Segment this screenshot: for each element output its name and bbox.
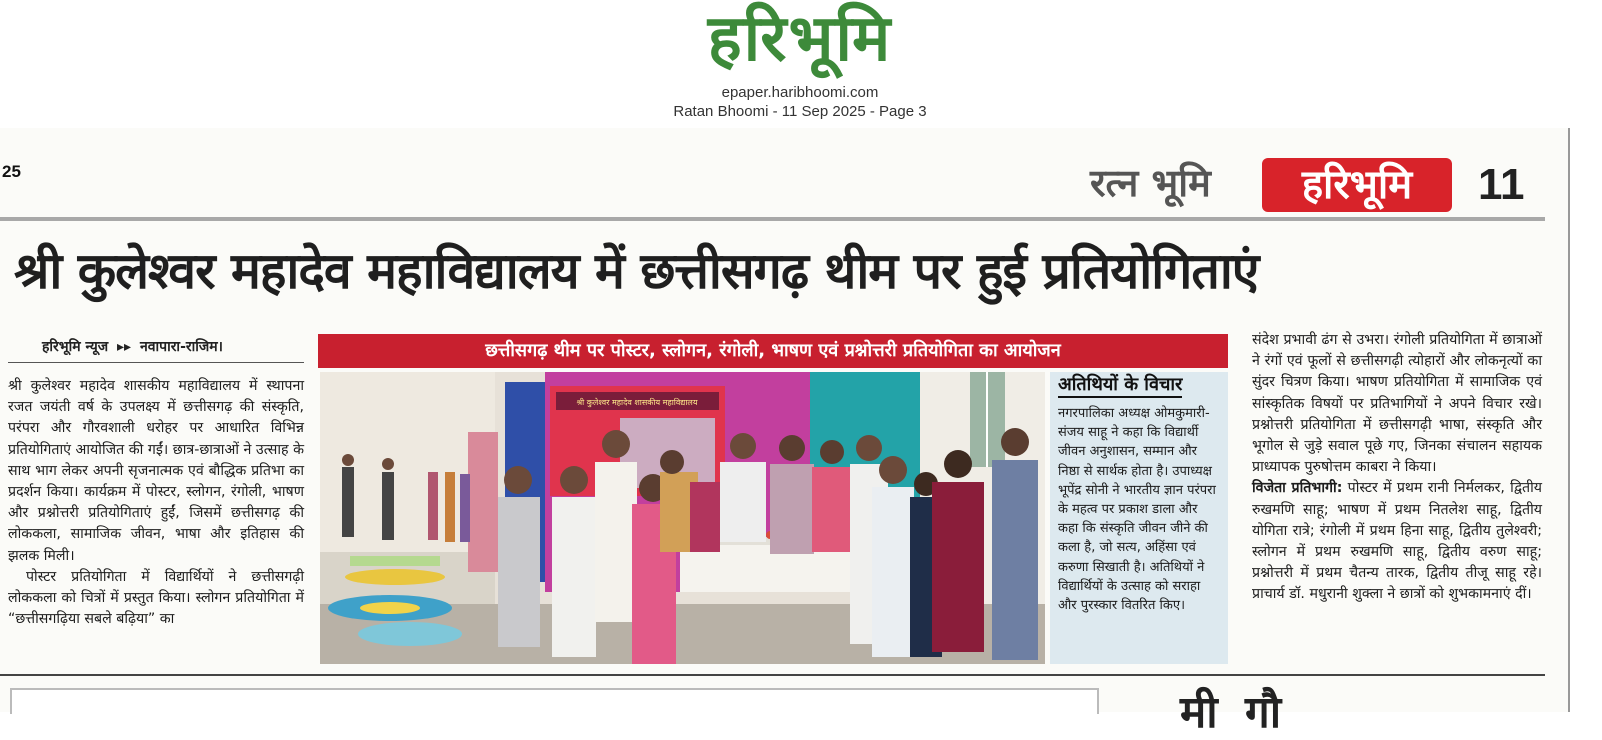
dateline-rule <box>8 362 304 363</box>
page-edge <box>1568 128 1602 712</box>
article-bottom-rule <box>0 674 1545 676</box>
section-name: रत्न भूमि <box>1090 161 1211 205</box>
event-photo <box>320 372 1045 664</box>
subhead-banner: छत्तीसगढ़ थीम पर पोस्टर, स्लोगन, रंगोली, भाषण एवं प्रश्नोत्तरी प्रतियोगिता का आयोजन <box>318 334 1228 368</box>
right-column <box>1252 330 1542 606</box>
article-headline: श्री कुलेश्वर महादेव महाविद्यालय में छत्तीसगढ़ थीम पर हुई प्रतियोगिताएं <box>14 242 1259 300</box>
winners-text: पोस्टर में प्रथम रानी निर्मलकर, द्वितीय रुखमणि साहू; भाषण में प्रथम नितलेश साहू, द्वितीय योगिता रात्रे; रंगोली में प्रथम हिना साहू, द्वितीय तुलेश्वरी; स्लोगन में प्रथम रुखमणि साहू, द्वितीय वरुण साहू; प्रश्नोत्तरी में प्रथम चैतन्य तारक, द्वितीय तीजू साहू रहे। प्राचार्य डॉ. मधुरानी शुक्ला ने छात्रों को शुभकामनाएं दीं। <box>1252 480 1542 603</box>
edition-line: Ratan Bhoomi - 11 Sep 2025 - Page 3 <box>673 103 927 120</box>
dateline-source: हरिभूमि न्यूज <box>42 339 109 355</box>
page-number: 11 <box>1478 160 1525 209</box>
next-headline-fragment <box>1180 686 1500 738</box>
left-paragraph-2: पोस्टर प्रतियोगिता में विद्यार्थियों ने छत्तीसगढ़ी लोककला को चित्रों में प्रस्तुत किया। स्लोगन प्रतियोगिता में “छत्तीसगढ़िया सबले बढ़िया” का <box>8 568 304 628</box>
dateline <box>42 337 304 359</box>
guest-views-text: नगरपालिका अध्यक्ष ओमकुमारी-संजय साहू ने कहा कि विद्यार्थी जीवन अनुशासन, सम्मान और निष्ठा से सार्थक होता है। उपाध्यक्ष भूपेंद्र सोनी ने भारतीय ज्ञान परंपरा के महत्व पर प्रकाश डाला और कहा कि संस्कृति जीवन जीने की कला है, जो सत्य, अहिंसा एवं करुणा सिखाती है। अतिथियों ने विद्यार्थियों के उत्साह को सराहा और पुरस्कार वितरित किए। <box>1058 406 1216 614</box>
left-paragraph-1: श्री कुलेश्वर महादेव शासकीय महाविद्यालय में स्थापना रजत जयंती वर्ष के उपलक्ष्य में छत्तीसगढ़ की संस्कृति, परंपरा और गौरवशाली धरोहर पर आधारित विभिन्न प्रतियोगिताएं आयोजित की गईं। छात्र-छात्राओं ने उत्साह के साथ भाग लेकर अपनी सृजनात्मक एवं बौद्धिक प्रतिभा का प्रदर्शन किया। कार्यक्रम में पोस्टर, स्लोगन, रंगोली, भाषण और प्रश्नोत्तरी प्रतियोगिताएं हुईं, जिसमें छत्तीसगढ़ की लोककला, सामाजिक जीवन, भाषा और इतिहास की झलक मिली। <box>8 378 304 564</box>
masthead-badge: हरिभूमि <box>1262 158 1452 212</box>
guest-views-heading: अतिथियों के विचार <box>1058 372 1182 398</box>
dateline-arrow-icon: ▸▸ <box>117 339 132 355</box>
epaper-url: epaper.haribhoomi.com <box>721 84 879 101</box>
photo-banner-text: श्री कुलेश्वर महादेव शासकीय महाविद्यालय <box>576 398 698 407</box>
winners-label: विजेता प्रतिभागी: <box>1252 480 1343 497</box>
right-paragraph-1: संदेश प्रभावी ढंग से उभरा। रंगोली प्रतियोगिता में छात्राओं ने रंगों एवं फूलों से छत्तीसगढ़ी त्योहारों और लोकनृत्यों का सुंदर चित्रण किया। भाषण प्रतियोगिता में सामाजिक एवं सांस्कृतिक विषयों पर प्रतिभागियों ने अपने विचार रखे। प्रश्नोत्तरी प्रतियोगिता में छत्तीसगढ़ी भाषा, संस्कृति और भूगोल से जुड़े सवाल पूछे गए, जिनका संचालन सहायक प्राध्यापक पुरुषोत्तम काबरा ने किया। <box>1252 332 1542 476</box>
haribhoomi-logo[interactable]: हरिभूमि <box>707 2 893 76</box>
previous-page-number: 25 <box>2 162 21 181</box>
dateline-place: नवापारा-राजिम। <box>139 339 223 355</box>
next-headline-text: मी गौ <box>1180 687 1288 738</box>
winners-paragraph <box>1252 478 1542 605</box>
masthead-rule <box>0 217 1545 221</box>
left-column <box>8 376 304 630</box>
next-article-box <box>10 688 1099 714</box>
